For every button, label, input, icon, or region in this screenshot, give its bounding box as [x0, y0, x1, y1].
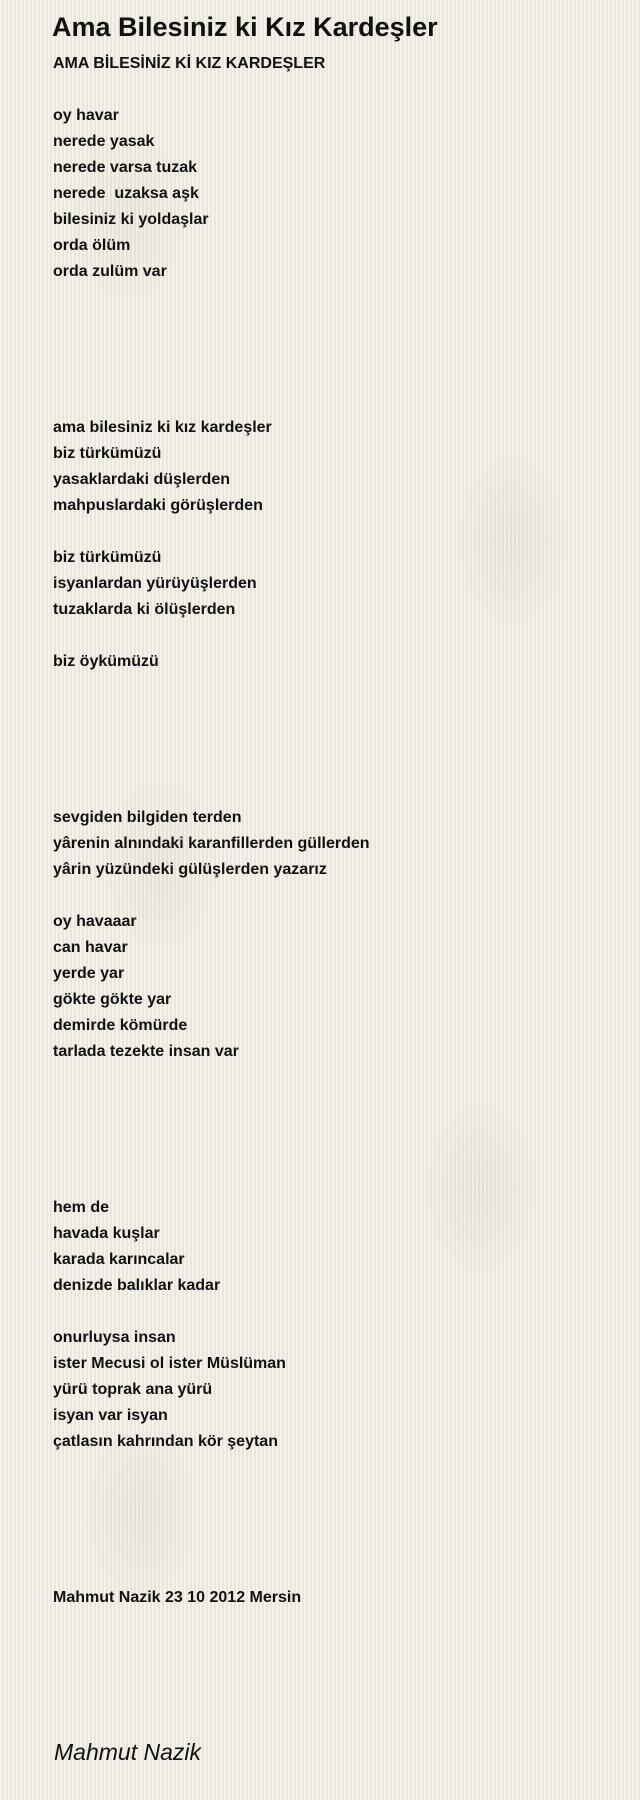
poem-line: yârin yüzündeki gülüşlerden yazarız — [53, 861, 327, 878]
poem-line: nerede yasak — [53, 133, 155, 150]
poem-line: nerede varsa tuzak — [53, 159, 198, 176]
poem-line: biz öykümüzü — [53, 653, 159, 670]
poem-line: biz türkümüzü — [53, 445, 162, 462]
poem-line: bilesiniz ki yoldaşlar — [53, 211, 209, 228]
poem-line: demirde kömürde — [53, 1017, 188, 1034]
poem-line: havada kuşlar — [53, 1225, 160, 1242]
section-gap — [53, 1455, 613, 1585]
poem-line: mahpuslardaki görüşlerden — [53, 497, 263, 514]
stanza — [53, 103, 613, 285]
poem-body — [53, 51, 613, 1611]
poem-line: oy havaaar — [53, 913, 137, 930]
poem-line: nerede uzaksa aşk — [53, 185, 199, 202]
stanza — [53, 1325, 613, 1455]
poem-line: orda zulüm var — [53, 263, 167, 280]
poem-line: yârenin alnındaki karanfillerden güllerden — [53, 835, 370, 852]
section-gap — [53, 675, 613, 805]
stanza — [53, 909, 613, 1065]
poem-line: karada karıncalar — [53, 1251, 185, 1268]
poem-line: yasaklardaki düşlerden — [53, 471, 230, 488]
poem-signature: Mahmut Nazik 23 10 2012 Mersin — [53, 1589, 302, 1606]
poem-line: biz türkümüzü — [53, 549, 162, 566]
poem-line: onurluysa insan — [53, 1329, 176, 1346]
stanza-gap — [53, 519, 613, 545]
poem-line: orda ölüm — [53, 237, 131, 254]
stanza — [53, 545, 613, 623]
section-gap — [53, 1065, 613, 1195]
stanza — [53, 805, 613, 883]
poem-line: ister Mecusi ol ister Müslüman — [53, 1355, 286, 1372]
poem-line: hem de — [53, 1199, 110, 1216]
poem-subtitle: AMA BİLESİNİZ Kİ KIZ KARDEŞLER — [53, 55, 326, 72]
section-gap — [53, 285, 613, 415]
author-name[interactable]: Mahmut Nazik — [54, 1739, 201, 1765]
poem-line: tarlada tezekte insan var — [53, 1043, 239, 1060]
stanza — [53, 649, 613, 675]
poem-line: tuzaklarda ki ölüşlerden — [53, 601, 236, 618]
poem-line: yerde yar — [53, 965, 125, 982]
poem-line: yürü toprak ana yürü — [53, 1381, 213, 1398]
poem-line: oy havar — [53, 107, 119, 124]
poem-line: ama bilesiniz ki kız kardeşler — [53, 419, 272, 436]
poem-line: gökte gökte yar — [53, 991, 172, 1008]
stanza — [53, 1195, 613, 1299]
stanza-gap — [53, 1299, 613, 1325]
poem-line: isyan var isyan — [53, 1407, 168, 1424]
poem-line: çatlasın kahrından kör şeytan — [53, 1433, 278, 1450]
poem-sections — [53, 103, 613, 1455]
stanza-gap — [53, 623, 613, 649]
poem-line: sevgiden bilgiden terden — [53, 809, 242, 826]
poem-line: denizde balıklar kadar — [53, 1277, 221, 1294]
stanza-gap — [53, 883, 613, 909]
poem-line: isyanlardan yürüyüşlerden — [53, 575, 257, 592]
stanza — [53, 415, 613, 519]
poem-line: can havar — [53, 939, 128, 956]
page-title: Ama Bilesiniz ki Kız Kardeşler — [52, 12, 438, 42]
